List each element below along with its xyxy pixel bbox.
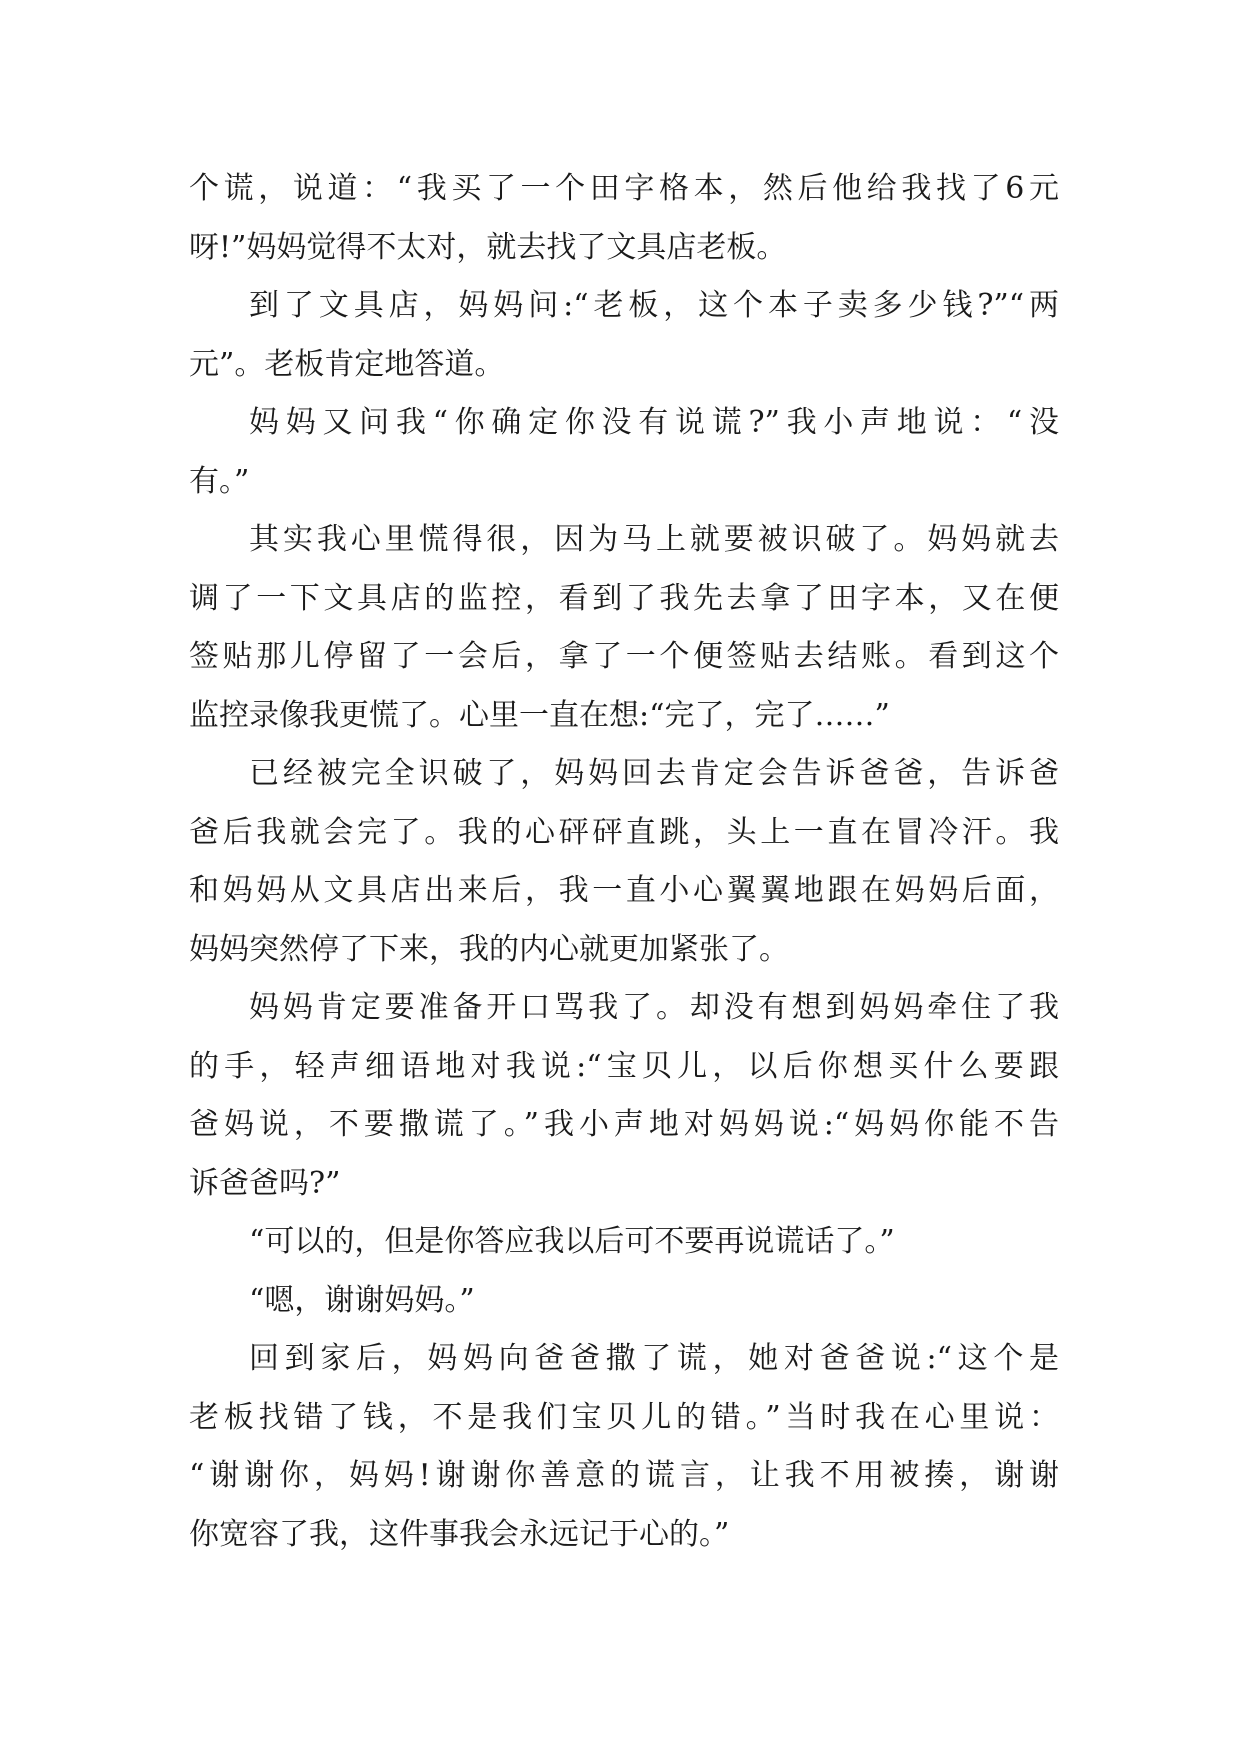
text-line: 妈妈肯定要准备开口骂我了。却没有想到妈妈牵住了我 (249, 990, 1059, 1025)
text-line: 呀!”妈妈觉得不太对，就去找了文具店老板。 (189, 229, 787, 265)
text-line: 的手，轻声细语地对我说:“宝贝儿，以后你想买什么要跟 (189, 1048, 1059, 1084)
text-line: 妈妈又问我“你确定你没有说谎?”我小声地说：“没 (249, 405, 1059, 440)
body-text (189, 160, 1059, 1564)
text-line: “谢谢你，妈妈!谢谢你善意的谎言，让我不用被揍，谢谢 (189, 1458, 1059, 1493)
text-line: 签贴那儿停留了一会后，拿了一个便签贴去结账。看到这个 (189, 639, 1059, 674)
text-line: 已经被完全识破了，妈妈回去肯定会告诉爸爸，告诉爸 (249, 756, 1059, 791)
text-line: 你宽容了我，这件事我会永远记于心的。” (189, 1516, 730, 1552)
text-line: 监控录像我更慌了。心里一直在想:“完了，完了……” (189, 697, 890, 733)
text-line: “嗯，谢谢妈妈。” (249, 1282, 475, 1318)
text-line: 元”。老板肯定地答道。 (189, 346, 505, 382)
text-line: 有。” (189, 463, 250, 499)
text-line: 个谎，说道：“我买了一个田字格本，然后他给我找了6元 (189, 171, 1059, 206)
text-line: 到了文具店，妈妈问:“老板，这个本子卖多少钱?”“两 (249, 288, 1059, 323)
text-line: 妈妈突然停了下来，我的内心就更加紧张了。 (189, 931, 789, 967)
text-line: 和妈妈从文具店出来后，我一直小心翼翼地跟在妈妈后面， (189, 873, 1059, 908)
text-line: 调了一下文具店的监控，看到了我先去拿了田字本，又在便 (189, 580, 1059, 616)
text-line: 老板找错了钱，不是我们宝贝儿的错。”当时我在心里说： (189, 1399, 1059, 1435)
text-line: 回到家后，妈妈向爸爸撒了谎，她对爸爸说:“这个是 (249, 1341, 1059, 1376)
text-line: 诉爸爸吗?” (189, 1165, 341, 1201)
text-line: 爸后我就会完了。我的心砰砰直跳，头上一直在冒冷汗。我 (189, 814, 1059, 850)
text-line: 爸妈说，不要撒谎了。”我小声地对妈妈说:“妈妈你能不告 (189, 1107, 1059, 1142)
text-line: 其实我心里慌得很，因为马上就要被识破了。妈妈就去 (249, 522, 1059, 557)
text-line: “可以的，但是你答应我以后可不要再说谎话了。” (249, 1224, 895, 1259)
